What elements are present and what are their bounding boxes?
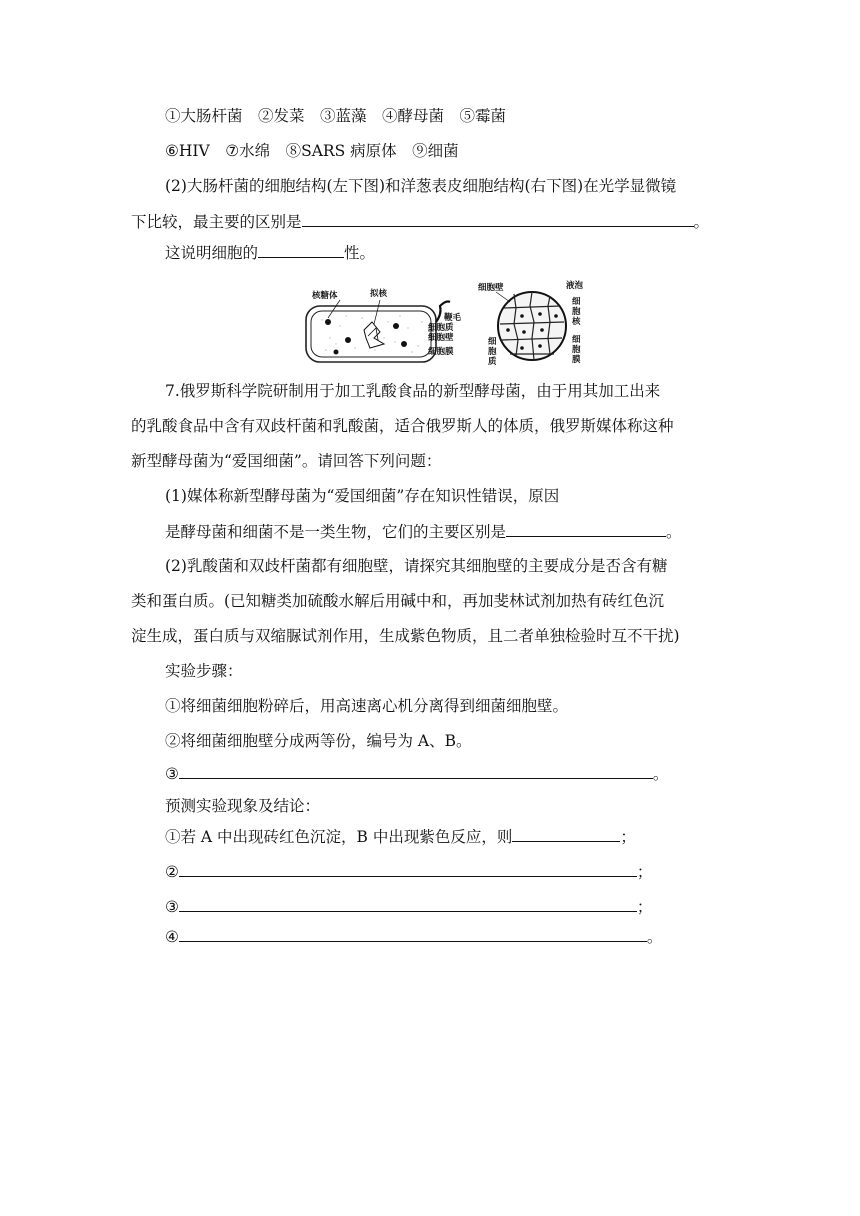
svg-text:胞: 胞 [488, 347, 497, 357]
q7-part1-line-2 [165, 521, 682, 542]
label-cell-wall: 细胞壁 [428, 333, 454, 343]
q7-part2-line-1: (2)乳酸菌和双歧杆菌都有细胞壁，请探究其细胞壁的主要成分是否含有糖 [165, 557, 668, 575]
step-3-number: ③ [165, 765, 179, 783]
answer-blank[interactable] [179, 926, 647, 942]
step-3 [165, 763, 668, 784]
label-plant-cytoplasm-vertical [488, 336, 497, 367]
organism-list-line-2: ⑥HIV ⑦水绵 ⑧SARS 病原体 ⑨细菌 [165, 142, 459, 160]
label-plant-membrane-vertical [572, 334, 581, 365]
prediction-3 [165, 896, 652, 917]
q7-part1-text: 是酵母菌和细菌不是一类生物，它们的主要区别是 [165, 523, 507, 541]
answer-blank[interactable] [179, 861, 637, 877]
semicolon: ； [636, 898, 653, 916]
svg-text:细: 细 [488, 337, 497, 347]
semicolon: ； [636, 863, 653, 881]
answer-blank[interactable] [302, 211, 694, 227]
svg-text:细: 细 [572, 297, 581, 307]
label-ribosome: 核糖体 [312, 291, 338, 301]
q6-part2-line-2 [131, 211, 709, 232]
label-plant-cell-wall: 细胞壁 [478, 283, 504, 293]
predict-heading: 预测实验现象及结论： [165, 797, 321, 815]
onion-cell-diagram [478, 280, 584, 367]
svg-text:膜: 膜 [572, 355, 581, 365]
svg-text:核: 核 [572, 317, 581, 327]
bacterium-diagram [306, 288, 462, 362]
q6-part2-text: 这说明细胞的 [165, 244, 259, 262]
label-flagellum: 鞭毛 [444, 313, 462, 323]
answer-blank[interactable] [179, 896, 637, 912]
prediction-4 [165, 926, 662, 947]
prediction-1 [165, 826, 636, 847]
label-nucleoid: 拟核 [370, 289, 388, 299]
q7-part2-line-3: 淀生成，蛋白质与双缩脲试剂作用，生成紫色物质，且二者单独检验时互不干扰) [131, 627, 680, 645]
prediction-1-text: ①若 A 中出现砖红色沉淀，B 中出现紫色反应，则 [165, 828, 513, 846]
label-cell-membrane: 细胞膜 [428, 347, 454, 357]
q6-part2-line-1: (2)大肠杆菌的细胞结构(左下图)和洋葱表皮细胞结构(右下图)在光学显微镜 [165, 177, 677, 195]
svg-text:胞: 胞 [572, 307, 581, 317]
q7-intro-line-1: 7.俄罗斯科学院研制用于加工乳酸食品的新型酵母菌，由于用其加工出来 [165, 382, 661, 400]
cell-structure-figure [300, 278, 600, 374]
prediction-2 [165, 861, 652, 882]
prediction-3-number: ③ [165, 898, 179, 916]
prediction-4-number: ④ [165, 928, 179, 946]
period: 。 [666, 523, 682, 541]
period: 。 [693, 213, 710, 231]
step-2: ②将细菌细胞壁分成两等份，编号为 A、B。 [165, 732, 472, 750]
svg-text:质: 质 [488, 357, 497, 367]
q7-intro-line-3: 新型酵母菌为“爱国细菌”。请回答下列问题： [131, 452, 442, 470]
steps-heading: 实验步骤： [165, 662, 243, 680]
answer-blank[interactable] [506, 521, 666, 537]
period: 。 [652, 765, 669, 783]
prediction-2-number: ② [165, 863, 179, 881]
step-1: ①将细菌细胞粉碎后，用高速离心机分离得到细菌细胞壁。 [165, 697, 569, 715]
answer-blank[interactable] [512, 826, 620, 842]
organism-list-line-1: ①大肠杆菌 ②发菜 ③蓝藻 ④酵母菌 ⑤霉菌 [165, 107, 507, 125]
label-cytoplasm: 细胞质 [428, 323, 454, 333]
suffix: 性。 [344, 244, 376, 262]
q6-part2-line-3 [165, 242, 375, 263]
label-vacuole: 液泡 [566, 281, 584, 291]
svg-text:胞: 胞 [572, 345, 581, 355]
answer-blank[interactable] [179, 763, 653, 779]
semicolon: ； [620, 828, 636, 846]
label-nucleus-vertical [571, 296, 581, 327]
svg-text:细: 细 [572, 335, 581, 345]
q7-part1-line-1: (1)媒体称新型酵母菌为“爱国细菌”存在知识性错误，原因 [165, 487, 560, 505]
answer-blank[interactable] [258, 242, 344, 258]
q7-intro-line-2: 的乳酸食品中含有双歧杆菌和乳酸菌，适合俄罗斯人的体质，俄罗斯媒体称这种 [131, 417, 674, 435]
q7-part2-line-2: 类和蛋白质。(已知糖类加硫酸水解后用碱中和，再加斐林试剂加热有砖红色沉 [131, 592, 665, 610]
period: 。 [646, 928, 663, 946]
q6-part2-text: 下比较，最主要的区别是 [131, 213, 302, 231]
